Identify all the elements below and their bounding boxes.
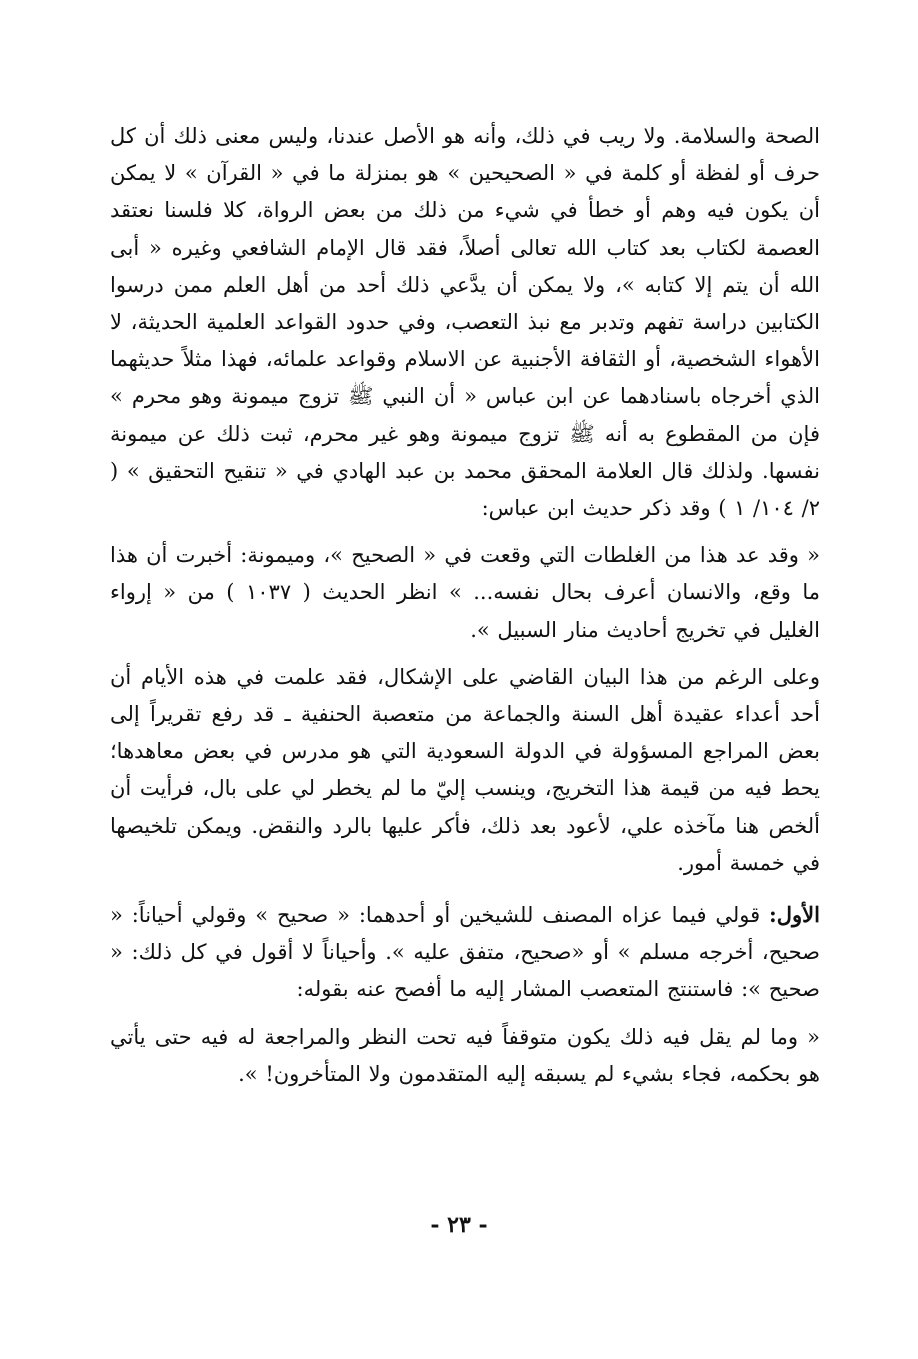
first-point-text: قولي فيما عزاه المصنف للشيخين أو أحدهما: « صحيح » وقولي أحياناً: « صحيح، أخرجه مسلم » أو «صحيح، متفق عليه ». وأحياناً لا أقول في كل ذلك: « صحيح »: فاستنتج المتعصب المشار إليه ما أفصح عنه بقوله:	[110, 903, 820, 1002]
paragraph-quote-ibn-abd-alhadi: « وقد عد هذا من الغلطات التي وقعت في « الصحيح »، وميمونة: أخبرت أن هذا ما وقع، والانسان أعرف بحال نفسه... » انظر الحديث ( ١٠٣٧ ) من « إرواء الغليل في تخريج أحاديث منار السبيل ».	[110, 543, 820, 642]
paragraph-background: وعلى الرغم من هذا البيان القاضي على الإشكال، فقد علمت في هذه الأيام أن أحد أعداء عقيدة أهل السنة والجماعة من متعصبة الحنفية ـ قد رفع تقريراً إلى بعض المراجع المسؤولة في الدولة السعودية التي هو مدرس في بعض معاهدها؛ يحط فيه من قيمة هذا التخريج، وينسب إليّ ما لم يخطر لي على بال، فرأيت أن ألخص هنا مآخذه علي، لأعود بعد ذلك، فأكر عليها بالرد والنقض. ويمكن تلخيصها في خمسة أمور.	[110, 664, 820, 875]
page-body	[110, 118, 820, 1093]
paragraph-first-point	[110, 896, 820, 1009]
paragraph-quote-opponent: « وما لم يقل فيه ذلك يكون متوقفاً فيه تحت النظر والمراجعة له فيه حتى يأتي هو بحكمه، فجاء بشيء لم يسبقه إليه المتقدمون ولا المتأخرون! ».	[110, 1024, 820, 1086]
first-point-label: الأول:	[769, 902, 820, 928]
page-number: - ٢٣ -	[430, 1212, 488, 1238]
paragraph-main: الصحة والسلامة. ولا ريب في ذلك، وأنه هو الأصل عندنا، وليس معنى ذلك أن كل حرف أو لفظة أو كلمة في « الصحيحين » هو بمنزلة ما في « القرآن » لا يمكن أن يكون فيه وهم أو خطأ في شيء من ذلك من بعض الرواة، كلا فلسنا نعتقد العصمة لكتاب بعد كتاب الله تعالى أصلاً، فقد قال الإمام الشافعي وغيره « أبى الله أن يتم إلا كتابه »، ولا يمكن أن يدَّعي ذلك أحد من أهل العلم ممن درسوا الكتابين دراسة تفهم وتدبر مع نبذ التعصب، وفي حدود القواعد العلمية الحديثة، لا الأهواء الشخصية، أو الثقافة الأجنبية عن الاسلام وقواعد علمائه، فهذا مثلاً حديثهما الذي أخرجاه باسنادهما عن ابن عباس « أن النبي ﷺ تزوج ميمونة وهو محرم » فإن من المقطوع به أنه ﷺ تزوج ميمونة وهو غير محرم، ثبت ذلك عن ميمونة نفسها. ولذلك قال العلامة المحقق محمد بن عبد الهادي في « تنقيح التحقيق » ( ٢/ ١٠٤/ ١ ) وقد ذكر حديث ابن عباس:	[110, 124, 820, 521]
